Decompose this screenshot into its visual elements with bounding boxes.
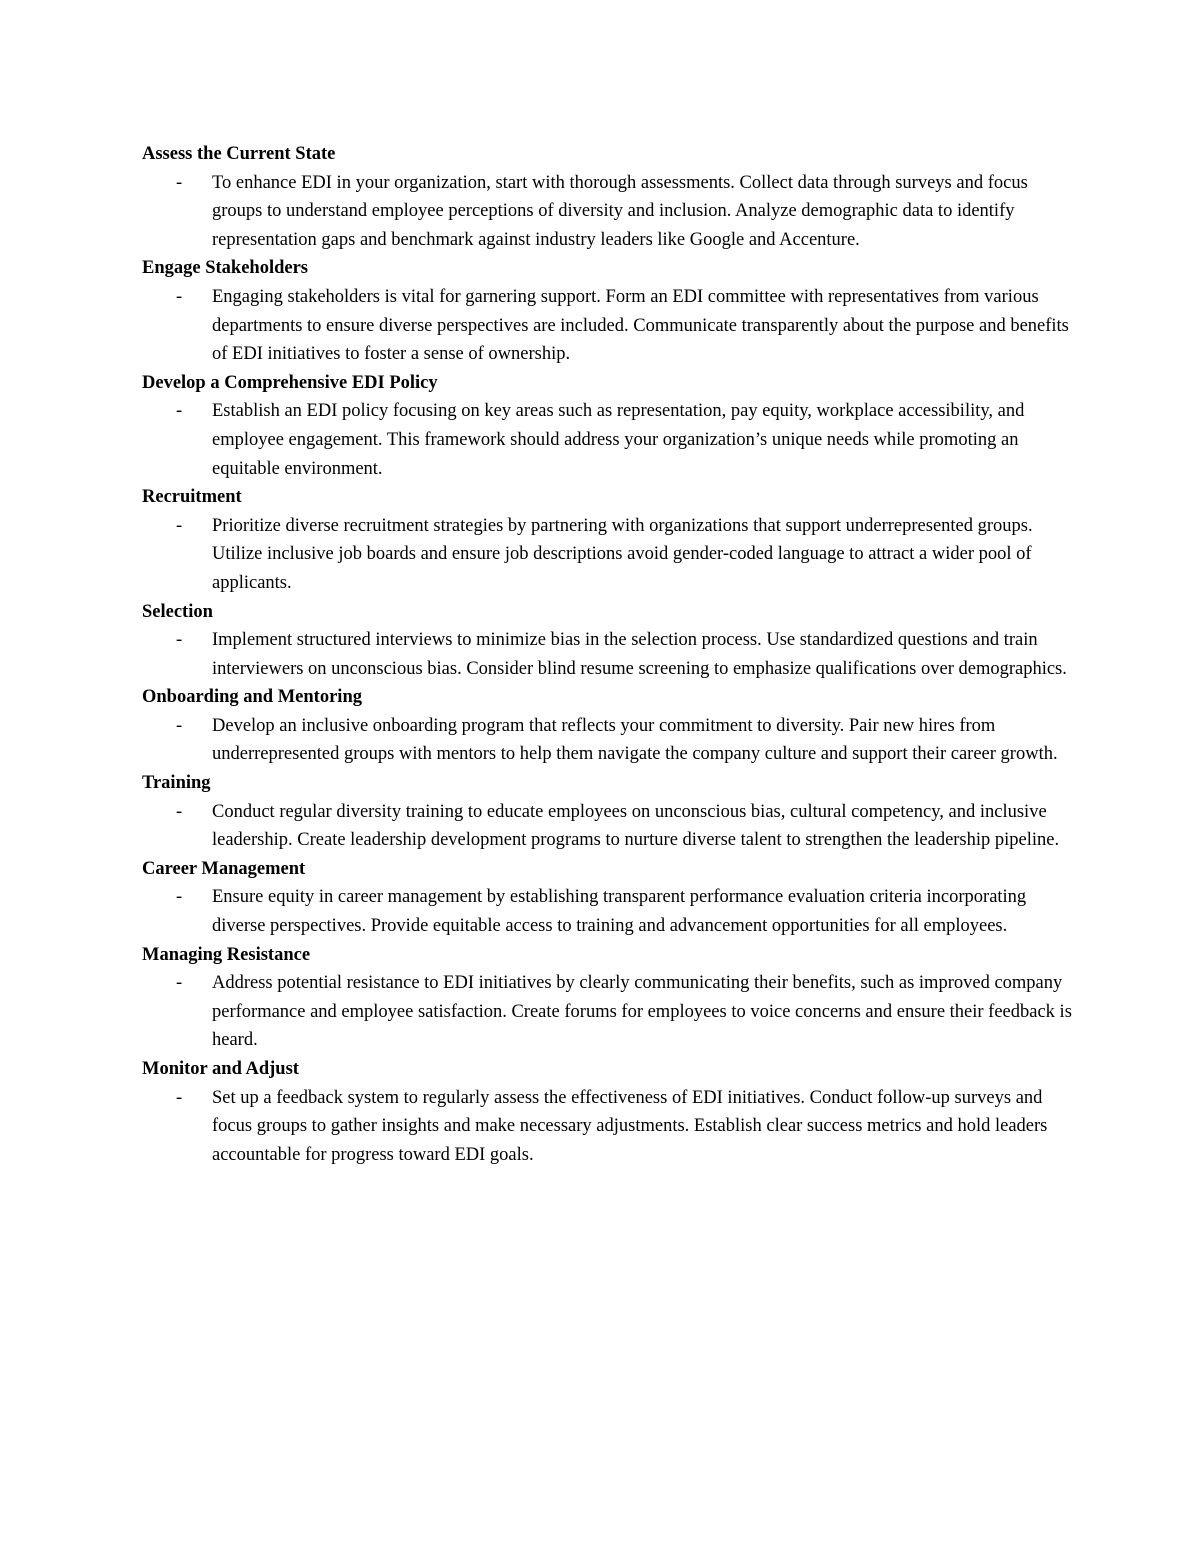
- section-heading: Engage Stakeholders: [142, 258, 309, 279]
- section-bullet: [142, 883, 1072, 940]
- section-bullet: [142, 798, 1072, 855]
- bullet-text: Prioritize diverse recruitment strategies by partnering with organizations that support underrepresented groups. Utilize inclusive job boards and ensure job descriptions avoid gender-coded language to attract a wider pool of applicants.: [212, 515, 1033, 593]
- bullet-text: Conduct regular diversity training to educate employees on unconscious bias, cultural competency, and inclusive leadership. Create leadership development programs to nurture diverse talent to strengthen the leadership pipeline.: [212, 801, 1060, 851]
- section-bullet: [142, 169, 1072, 255]
- bullet-text: Set up a feedback system to regularly assess the effectiveness of EDI initiatives. Conduct follow-up surveys and focus groups to gather insights and make necessary adjustments. Establish clear success metrics and hold leaders accountable for progress toward EDI goals.: [212, 1087, 1048, 1165]
- section-bullet: [142, 969, 1072, 1055]
- section-recruitment: [142, 483, 1072, 597]
- bullet-text: To enhance EDI in your organization, start with thorough assessments. Collect data through surveys and focus groups to understand employee perceptions of diversity and inclusion. Analyze demographic data to identify representation gaps and benchmark against industry leaders like Google and Accenture.: [212, 172, 1028, 250]
- section-heading: Assess the Current State: [142, 144, 336, 164]
- bullet-text: Ensure equity in career management by establishing transparent performance evaluation criteria incorporating diverse perspectives. Provide equitable access to training and advancement opportunities for all employees.: [212, 887, 1027, 937]
- bullet-text: Implement structured interviews to minimize bias in the selection process. Use standardized questions and train interviewers on unconscious bias. Consider blind resume screening to emphasize qualifications over demographics.: [212, 630, 1067, 679]
- section-bullet: [142, 1084, 1072, 1170]
- bullet-text: Address potential resistance to EDI initiatives by clearly communicating their benefits, such as improved company performance and employee satisfaction. Create forums for employees to voice concerns and ensure their feedback is heard.: [212, 973, 1072, 1051]
- section-heading: Managing Resistance: [142, 944, 311, 965]
- section-bullet: [142, 283, 1072, 369]
- bullet-dash: -: [176, 715, 183, 736]
- bullet-dash: -: [176, 887, 183, 908]
- section-bullet: [142, 626, 1072, 683]
- bullet-text: Develop an inclusive onboarding program that reflects your commitment to diversity. Pair new hires from underrepresented groups with mentors to help them navigate the company culture and support their career growth.: [212, 715, 1058, 765]
- section-bullet: [142, 397, 1072, 483]
- section-onboarding-mentoring: [142, 683, 1072, 769]
- section-heading: Selection: [142, 601, 213, 622]
- section-bullet: [142, 512, 1072, 598]
- document-page: [142, 140, 1072, 1169]
- section-career-management: [142, 855, 1072, 941]
- section-heading: Recruitment: [142, 487, 242, 508]
- bullet-dash: -: [176, 515, 183, 536]
- section-engage-stakeholders: [142, 254, 1072, 368]
- section-heading: Career Management: [142, 858, 306, 879]
- section-heading: Training: [142, 773, 211, 794]
- bullet-dash: -: [176, 1087, 183, 1108]
- bullet-dash: -: [176, 973, 183, 994]
- section-bullet: [142, 712, 1072, 769]
- section-managing-resistance: [142, 941, 1072, 1055]
- bullet-dash: -: [176, 172, 183, 193]
- bullet-text: Establish an EDI policy focusing on key areas such as representation, pay equity, workplace accessibility, and employee engagement. This framework should address your organization’s unique needs while promoting an equitable environment.: [212, 401, 1025, 479]
- section-selection: [142, 598, 1072, 684]
- section-heading: Onboarding and Mentoring: [142, 687, 362, 708]
- section-assess-current-state: [142, 140, 1072, 254]
- bullet-dash: -: [176, 401, 183, 422]
- section-heading: Develop a Comprehensive EDI Policy: [142, 372, 438, 393]
- section-edi-policy: [142, 369, 1072, 483]
- section-training: [142, 769, 1072, 855]
- bullet-dash: -: [176, 286, 183, 307]
- section-monitor-adjust: [142, 1055, 1072, 1169]
- bullet-dash: -: [176, 630, 183, 651]
- bullet-text: Engaging stakeholders is vital for garnering support. Form an EDI committee with representatives from various departments to ensure diverse perspectives are included. Communicate transparently about the purpose and benefits of EDI initiatives to foster a sense of ownership.: [212, 286, 1069, 365]
- section-heading: Monitor and Adjust: [142, 1059, 299, 1079]
- bullet-dash: -: [176, 801, 183, 822]
